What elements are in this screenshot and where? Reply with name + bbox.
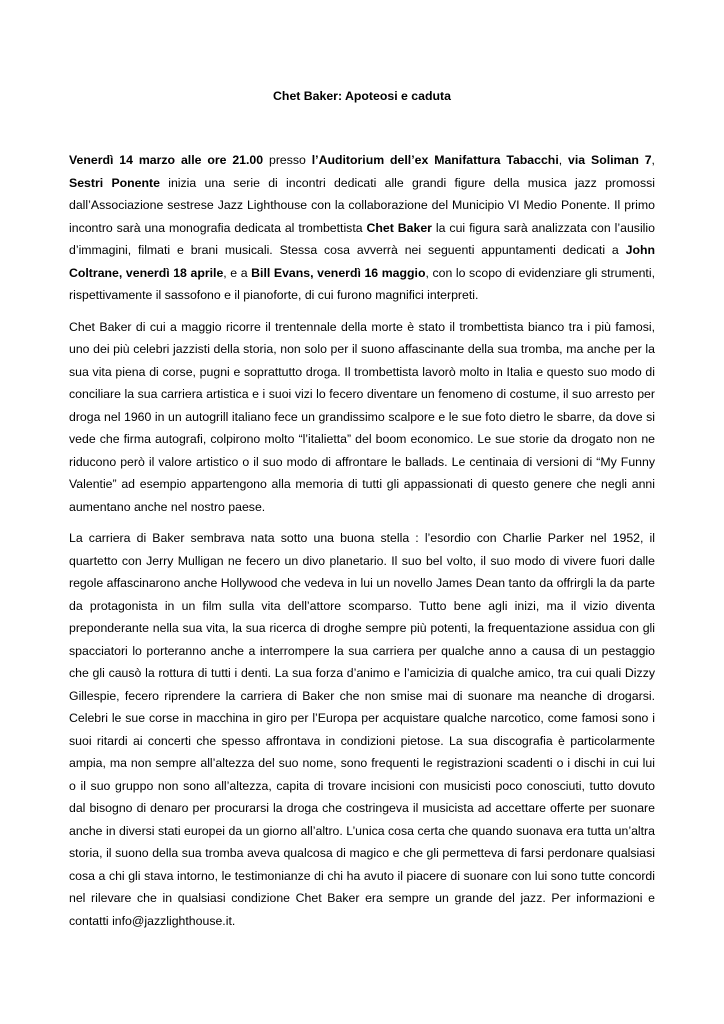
event-address: via Soliman 7 <box>568 153 652 167</box>
event-date: Venerdì 14 marzo alle ore 21.00 <box>69 153 264 167</box>
event-venue: l’Auditorium dell’ex Manifattura Tabacchi <box>311 153 559 167</box>
artist-bill-evans: Bill Evans, venerdì 16 maggio <box>251 265 426 280</box>
document-title: Chet Baker: Apoteosi e caduta <box>273 89 451 103</box>
body-paragraph-2: Chet Baker di cui a maggio ricorre il trentennale della morte è stato il trombettista bianco tra i più famosi, uno dei più celebri jazzisti della storia, non solo per il suono affascinante della sua tromba, ma anche per la sua vita piena di corse, pugni e soprattutto droga. Il trombettista lavorò molto in Italia e questo suo modo di conciliare la sua carriera artistica e i suoi vizi lo fecero diventare un fenomeno di costume, il suo arresto per droga nel 1960 in un autogrill italiano fece un grandissimo scalpore e le sue foto dietro le sbarre, da dove si vede che firma autografi, colpirono molto “l’italietta” del boom economico. Le sue storie da drogato non ne riducono però il valore artistico o il suo modo di affrontare le ballads. Le centinaia di versioni di “My Funny Valentie” ad esempio appartengono alla memoria di tutti gli appassionati di questo genere che negli anni aumentano anche nel nostro paese. <box>69 319 655 514</box>
body-paragraph-3: La carriera di Baker sembrava nata sotto una buona stella : l’esordio con Charlie Parker nel 1952, il quartetto con Jerry Mulligan ne fecero un divo planetario. Il suo bel volto, il suo modo di vivere fuori dalle regole affascinarono anche Hollywood che vedeva in lui un novello James Dean tanto da offrirgli la da parte da protagonista in un film sulla vita dell’attore scomparso. Tutto bene agli inizi, ma il vizio diventa preponderante nella sua vita, la sua ricerca di droghe sempre più potenti, la frequentazione assidua con gli spacciatori lo porteranno anche a interrompere la sua carriera per qualche anno a causa di un pestaggio che gli causò la rottura di tutti i denti. La sua forza d’animo e l’amicizia di qualche amico, tra cui quali Dizzy Gillespie, fecero riprendere la carriera di Baker che non smise mai di suonare ma neanche di drogarsi. Celebri le sue corse in macchina in giro per l’Europa per acquistare qualche narcotico, come famosi sono i suoi ritardi ai concerti che spesso affrontava in condizioni pietose. La sua discografia è particolarmente ampia, ma non sempre all’altezza del suo nome, sono frequenti le registrazioni scadenti o i dischi in cui lui o il suo gruppo non sono all’altezza, capita di trovare incisioni con musicisti poco conosciuti, tutto dovuto dal bisogno di denaro per procurarsi la droga che costringeva il musicista ad accettare offerte per suonare anche in diversi stati europei da un giorno all’altro. L’unica cosa certa che quando suonava era tutta un’altra storia, il suono della sua tromba aveva qualcosa di magico e che gli permetteva di farsi perdonare qualsiasi cosa a chi gli stava intorno, le testimonianze di chi ha avuto il piacere di suonare con lui sono tutte concordi nel rilevare che in qualsiasi condizione Chet Baker era sempre un grande del jazz. Per informazioni e contatti info@jazzlighthouse.it. <box>69 531 655 928</box>
artist-chet-baker: Chet Baker <box>366 220 432 235</box>
intro-paragraph: Venerdì 14 marzo alle ore 21.00 presso l’Auditorium dell’ex Manifattura Tabacchi, via Soliman 7, Sestri Ponente inizia una serie di incontri dedicati alle grandi figure della musica jazz promossi dall’Associazione sestrese Jazz Lighthouse con la collaborazione del Municipio VI Medio Ponente. Il primo incontro sarà una monografia dedicata al trombettista Chet Baker la cui figura sarà analizzata con l’ausilio d’immagini, filmati e brani musicali. Stessa cosa avverrà nei seguenti appuntamenti dedicati a John Coltrane, venerdì 18 aprile, e a Bill Evans, venerdì 16 maggio, con lo scopo di evidenziare gli strumenti, rispettivamente il sassofono e il pianoforte, di cui furono magnifici interpreti. <box>69 153 655 302</box>
event-district: Sestri Ponente <box>69 175 160 190</box>
artist-john-coltrane: John Coltrane, venerdì 18 aprile <box>69 243 655 280</box>
